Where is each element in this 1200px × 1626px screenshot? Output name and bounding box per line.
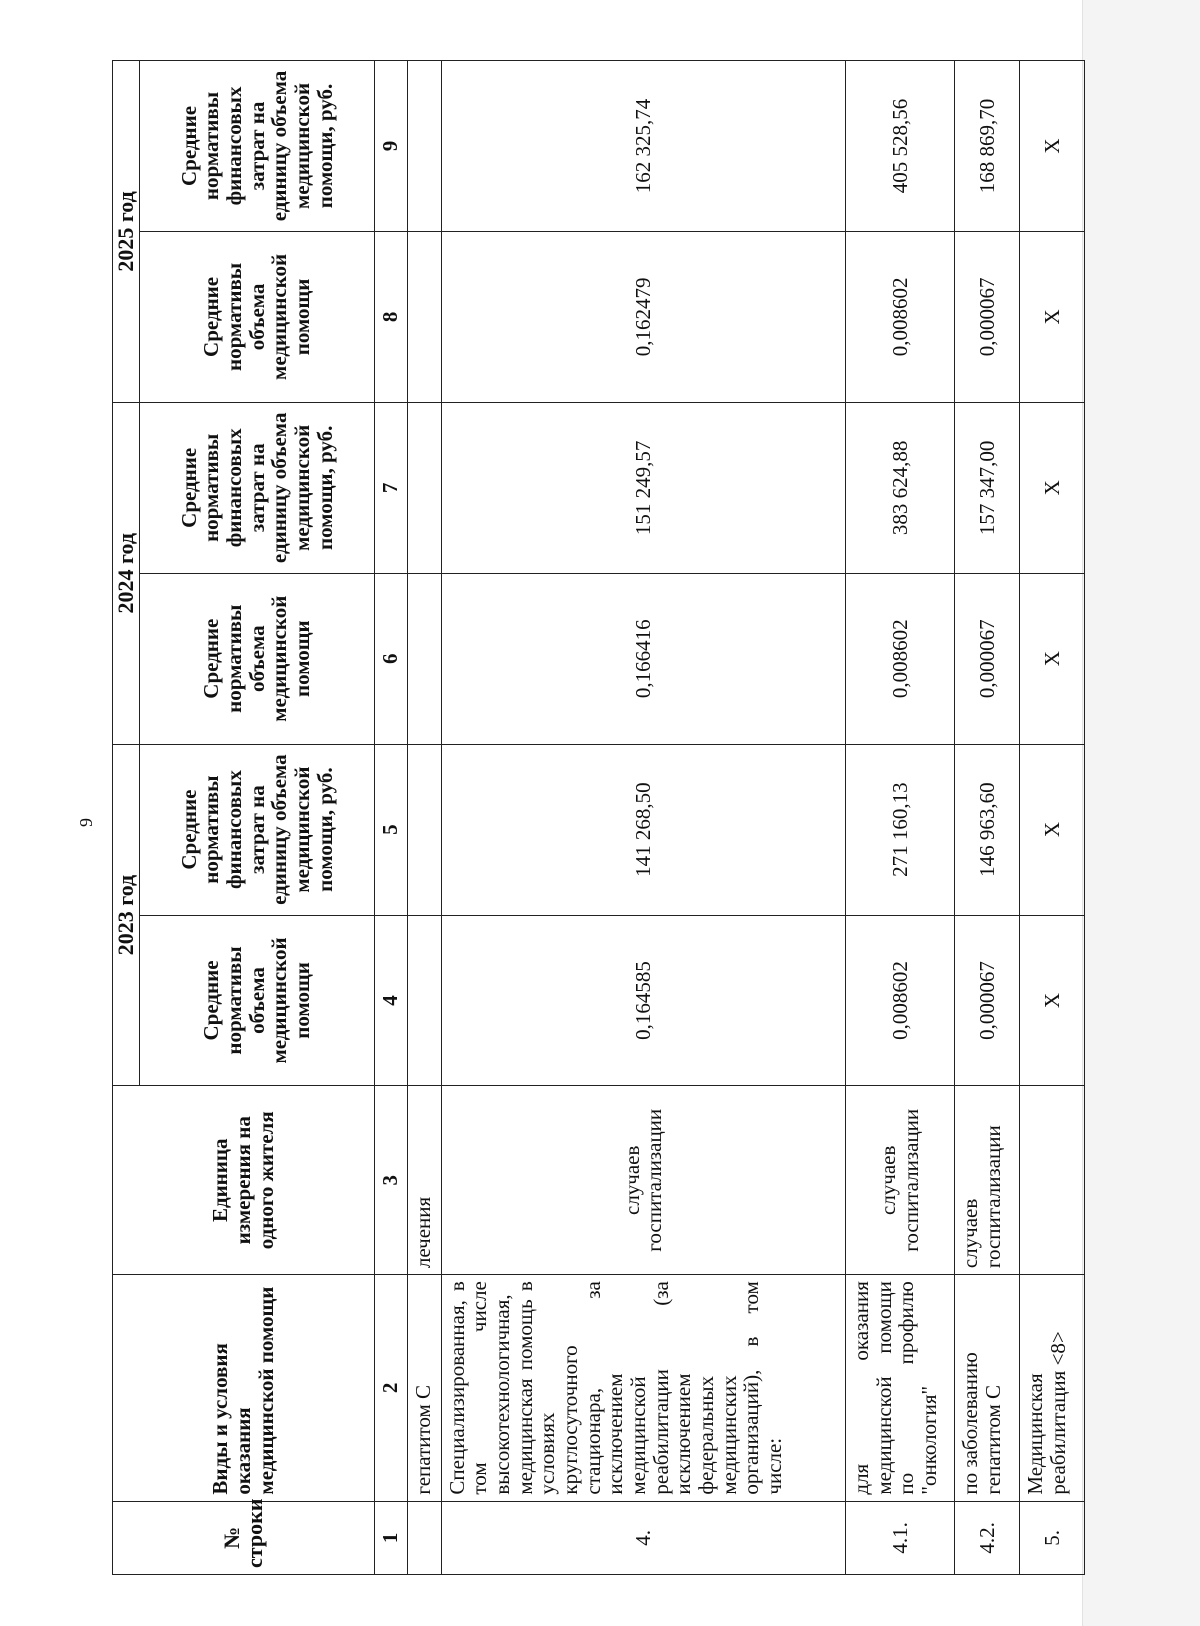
cell-value: 157 347,00 <box>955 402 1020 573</box>
cell-value: X <box>1019 744 1084 915</box>
row-unit: случаев госпитализации <box>441 1086 845 1275</box>
row-unit: лечения <box>408 1086 441 1275</box>
cell-value: 383 624,88 <box>846 402 955 573</box>
header-volume-2024: Средние нормативы объема медицинской помощи <box>140 573 375 744</box>
cell-value <box>408 573 441 744</box>
cell-value: 168 869,70 <box>955 61 1020 232</box>
rotated-table-container <box>112 60 1085 1575</box>
row-description: Специализированная, в том числе высокотехнологичная, медицинская помощь в условиях круглосуточного стационара, за исключением медицинской реабилитации (за исключением федеральных медицинских организаций), в том числе: <box>441 1275 845 1501</box>
table-row <box>1019 61 1084 1575</box>
page-number: 9 <box>76 818 96 827</box>
header-unit: Единица измерения на одного жителя <box>113 1086 375 1275</box>
header-cost-2025: Средние нормативы финансовых затрат на единицу объема медицинской помощи, руб. <box>140 61 375 232</box>
header-volume-2023: Средние нормативы объема медицинской помощи <box>140 915 375 1086</box>
cell-value: 0,164585 <box>441 915 845 1086</box>
cell-value <box>408 231 441 402</box>
cell-value: X <box>1019 61 1084 232</box>
col-number: 2 <box>374 1275 408 1501</box>
col-number: 9 <box>374 61 408 232</box>
col-number: 3 <box>374 1086 408 1275</box>
table-row <box>955 61 1020 1575</box>
cell-value: 151 249,57 <box>441 402 845 573</box>
cell-value <box>408 744 441 915</box>
col-number: 5 <box>374 744 408 915</box>
row-number: 5. <box>1019 1501 1084 1574</box>
cell-value: 0,008602 <box>846 231 955 402</box>
cell-value: 162 325,74 <box>441 61 845 232</box>
cell-value: X <box>1019 231 1084 402</box>
row-unit <box>1019 1086 1084 1275</box>
header-year-2023: 2023 год <box>113 744 140 1086</box>
norms-table <box>112 60 1085 1575</box>
col-number: 4 <box>374 915 408 1086</box>
cell-value: 146 963,60 <box>955 744 1020 915</box>
header-year-2024: 2024 год <box>113 402 140 744</box>
row-number: 4.1. <box>846 1501 955 1574</box>
header-volume-2025: Средние нормативы объема медицинской помощи <box>140 231 375 402</box>
header-year-2025: 2025 год <box>113 61 140 403</box>
cell-value: 0,000067 <box>955 573 1020 744</box>
cell-value: 0,008602 <box>846 573 955 744</box>
col-number: 1 <box>374 1501 408 1574</box>
col-number: 8 <box>374 231 408 402</box>
header-cost-2023: Средние нормативы финансовых затрат на единицу объема медицинской помощи, руб. <box>140 744 375 915</box>
page-gutter <box>1082 0 1200 1626</box>
cell-value: 0,000067 <box>955 231 1020 402</box>
cell-value: 0,008602 <box>846 915 955 1086</box>
cell-value: 0,000067 <box>955 915 1020 1086</box>
cell-value <box>408 915 441 1086</box>
scan-edge-artifact <box>0 0 330 10</box>
cell-value: X <box>1019 402 1084 573</box>
cell-value: 405 528,56 <box>846 61 955 232</box>
row-unit: случаев госпитализации <box>846 1086 955 1275</box>
row-number: 4.2. <box>955 1501 1020 1574</box>
cell-value: 0,166416 <box>441 573 845 744</box>
header-row-number: № строки <box>113 1501 375 1574</box>
col-number: 7 <box>374 402 408 573</box>
row-description: Медицинская реабилитация <8> <box>1019 1275 1084 1501</box>
header-types: Виды и условия оказания медицинской помощи <box>113 1275 375 1501</box>
cell-value: X <box>1019 573 1084 744</box>
row-number <box>408 1501 441 1574</box>
cell-value: X <box>1019 915 1084 1086</box>
header-cost-2024: Средние нормативы финансовых затрат на единицу объема медицинской помощи, руб. <box>140 402 375 573</box>
cell-value <box>408 61 441 232</box>
col-number: 6 <box>374 573 408 744</box>
row-description: по заболеванию гепатитом С <box>955 1275 1020 1501</box>
table-row <box>441 61 845 1575</box>
row-unit: случаев госпитализации <box>955 1086 1020 1275</box>
table-row <box>408 61 441 1575</box>
row-number: 4. <box>441 1501 845 1574</box>
row-description: для оказания медицинской помощи по профилю "онкология" <box>846 1275 955 1501</box>
cell-value <box>408 402 441 573</box>
cell-value: 0,162479 <box>441 231 845 402</box>
cell-value: 141 268,50 <box>441 744 845 915</box>
table-row <box>846 61 955 1575</box>
cell-value: 271 160,13 <box>846 744 955 915</box>
row-description: гепатитом С <box>408 1275 441 1501</box>
